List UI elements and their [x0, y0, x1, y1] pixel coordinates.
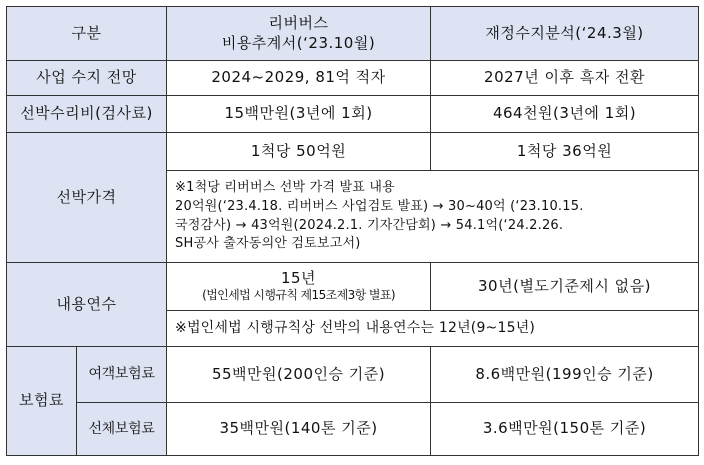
value-repair-rivervus: 15백만원(3년에 1회): [167, 96, 431, 133]
row-insurance-hull: [7, 403, 699, 456]
header-rivervus-estimate: [167, 7, 431, 61]
ship-price-note-line: SH공사 출자동의안 검토보고서): [175, 236, 361, 252]
ship-price-note-line: ※1척당 리버버스 선박 가격 발표 내용: [175, 179, 395, 195]
label-ship-price: 선박가격: [7, 133, 167, 263]
value-useful-life-rivervus: [167, 263, 431, 311]
label-insurance: 보험료: [7, 347, 77, 456]
value-passenger-insurance-analysis: 8.6백만원(199인승 기준): [431, 347, 699, 403]
useful-life-years: 15년: [280, 268, 317, 287]
header-fiscal-analysis: 재정수지분석(‘24.3월): [431, 7, 699, 61]
value-hull-insurance-analysis: 3.6백만원(150톤 기준): [431, 403, 699, 456]
row-insurance-passenger: [7, 347, 699, 403]
value-business-outlook-analysis: 2027년 이후 흑자 전환: [431, 61, 699, 96]
row-repair-cost: [7, 96, 699, 133]
label-useful-life: 내용연수: [7, 263, 167, 347]
useful-life-note: ※법인세법 시행규칙상 선박의 내용연수는 12년(9~15년): [167, 311, 699, 347]
label-hull-insurance: 선체보험료: [77, 403, 167, 456]
value-passenger-insurance-rivervus: 55백만원(200인승 기준): [167, 347, 431, 403]
value-ship-price-analysis: 1척당 36억원: [431, 133, 699, 171]
value-hull-insurance-rivervus: 35백만원(140톤 기준): [167, 403, 431, 456]
header-rivervus-title: 리버버스: [268, 14, 329, 32]
header-category: 구분: [7, 7, 167, 61]
value-repair-analysis: 464천원(3년에 1회): [431, 96, 699, 133]
row-useful-life: [7, 263, 699, 311]
value-ship-price-rivervus: 1척당 50억원: [167, 133, 431, 171]
label-passenger-insurance: 여객보험료: [77, 347, 167, 403]
row-ship-price: [7, 133, 699, 171]
ship-price-note: [167, 171, 699, 263]
ship-price-note-line: 20억원(‘23.4.18. 리버버스 사업검토 발표) → 30~40억 (‘23.10.15.: [175, 198, 584, 214]
comparison-table: [6, 6, 699, 456]
value-useful-life-analysis: 30년(별도기준제시 없음): [431, 263, 699, 311]
header-row: [7, 7, 699, 61]
label-business-outlook: 사업 수지 전망: [7, 61, 167, 96]
ship-price-note-line: 국정감사) → 43억원(2024.2.1. 기자간담회) → 54.1억(‘24.2.26.: [175, 217, 564, 233]
row-business-outlook: [7, 61, 699, 96]
label-repair-cost: 선박수리비(검사료): [7, 96, 167, 133]
useful-life-legal-basis: (법인세법 시행규칙 제15조제3항 별표): [202, 288, 395, 303]
header-rivervus-subtitle: 비용추계서(‘23.10월): [221, 33, 376, 52]
value-business-outlook-rivervus: 2024~2029, 81억 적자: [167, 61, 431, 96]
